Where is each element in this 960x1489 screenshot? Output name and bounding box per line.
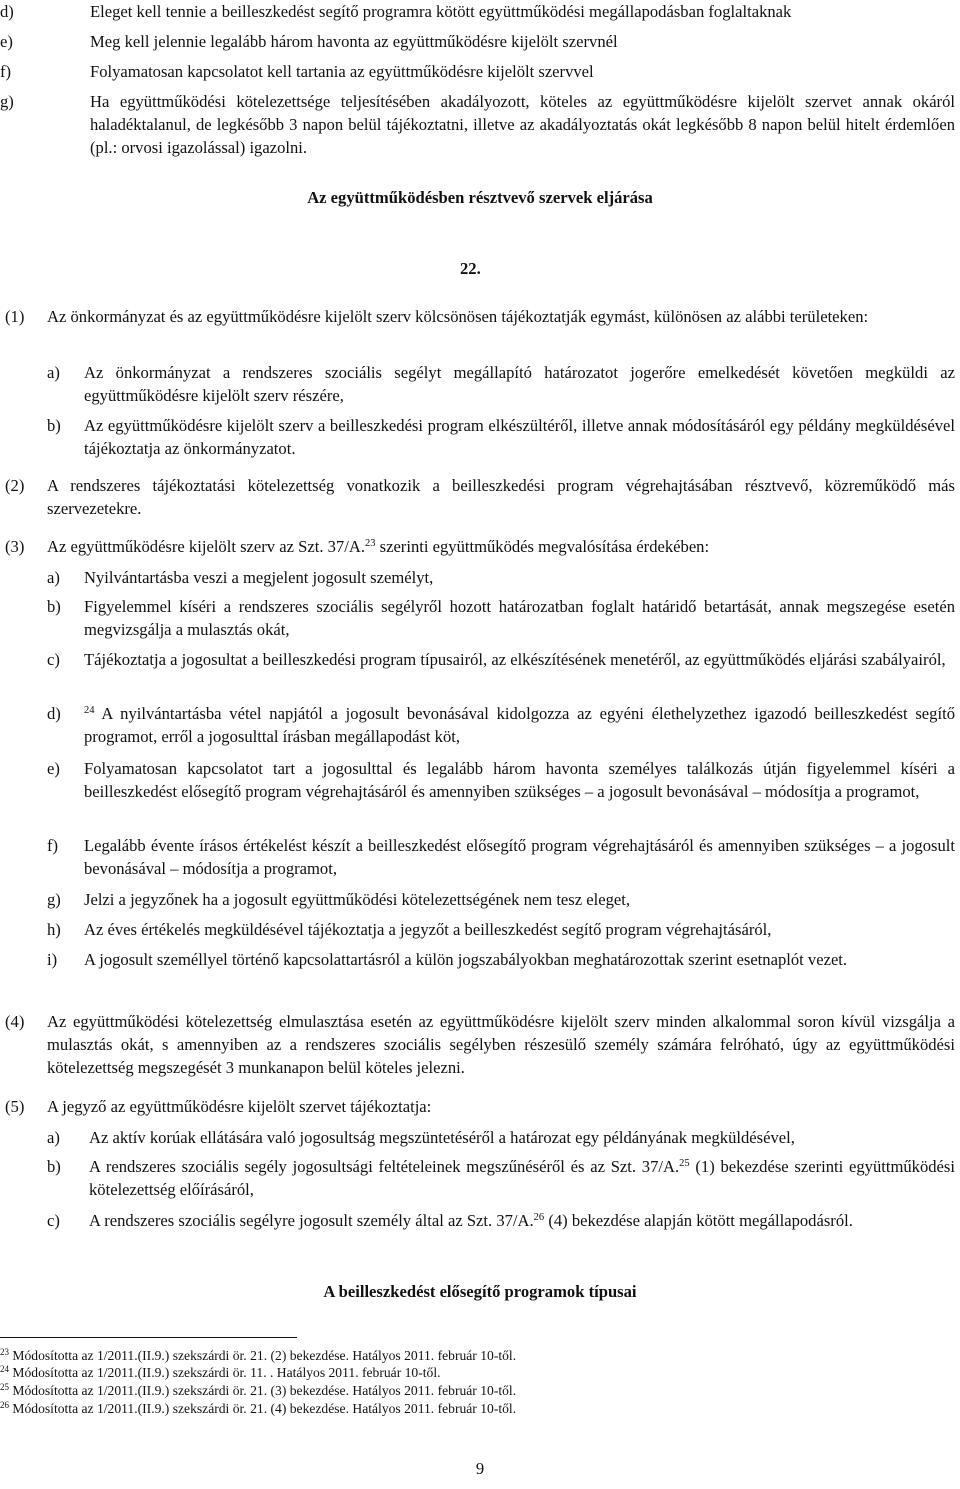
footnote-25 <box>0 1382 516 1400</box>
item-text: Nyilvántartásba veszi a megjelent jogosult személyt, <box>84 568 434 587</box>
footnote-ref[interactable]: 25 <box>679 1158 690 1169</box>
item-text: Legalább évente írásos értékelést készít a beilleszkedést elősegítő program végrehajtásáról és amennyiben szükséges – a jogosult bevonásával – módosítja a programot, <box>84 836 955 878</box>
item-label: c) <box>47 1211 60 1230</box>
p3-item-g <box>47 888 955 911</box>
item-text: A rendszeres szociális segélyre jogosult személy által az Szt. 37/A. <box>89 1211 534 1230</box>
p3-item-b <box>47 595 955 641</box>
p3-item-c <box>47 648 955 671</box>
paragraph-5 <box>5 1095 955 1118</box>
p3-item-d <box>47 702 955 748</box>
item-label: a) <box>47 1128 60 1147</box>
footnote-ref[interactable]: 26 <box>533 1212 545 1223</box>
item-text: Figyelemmel kíséri a rendszeres szociális segélyről hozott határozatban foglalt határidő betartását, annak megszegése esetén megvizsgálja a mulasztás okát, <box>84 597 955 639</box>
item-text: Tájékoztatja a jogosultat a beilleszkedési program típusairól, az elkészítésének menetéről, az együttműködés eljárási szabályairól, <box>84 650 946 669</box>
paragraph-1 <box>5 305 955 328</box>
footnote-text: Módosította az 1/2011.(II.9.) szekszárdi ör. 21. (2) bekezdése. Hatályos 2011. február 10-től. <box>9 1348 517 1363</box>
section-number: 22. <box>460 259 481 278</box>
paragraph-text: Az együttműködési kötelezettség elmulasztása esetén az együttműködésre kijelölt szerv minden alkalommal soron kívül vizsgálja a mulasztás okát, s amennyiben az a rendszeres szociális segélyben részesülő személy számára felróható, úgy az együttműködési kötelezettség megszegését 3 munkanapon belül köteles jelezni. <box>47 1012 955 1077</box>
footnote-number: 24 <box>0 1364 9 1374</box>
intro-item-d <box>0 0 945 23</box>
item-label: i) <box>47 950 58 969</box>
item-text: A rendszeres szociális segély jogosultsági feltételeinek megszűnéséről és az Szt. 37/A. <box>89 1157 680 1176</box>
paragraph-label: (4) <box>5 1012 25 1031</box>
item-text: Folyamatosan kapcsolatot kell tartania az együttműködésre kijelölt szervvel <box>90 62 594 81</box>
paragraph-label: (2) <box>5 476 25 495</box>
section-heading: Az együttműködésben résztvevő szervek eljárása <box>307 188 653 207</box>
paragraph-label: (3) <box>5 537 25 556</box>
item-label: f) <box>47 836 59 855</box>
p5-item-a <box>47 1126 955 1149</box>
p5-item-c <box>47 1209 955 1232</box>
item-text: Az aktív korúak ellátására való jogosultság megszüntetéséről a határozat egy példányának megküldésével, <box>89 1128 795 1147</box>
item-text: Az éves értékelés megküldésével tájékoztatja a jegyzőt a beilleszkedést segítő program végrehajtásáról, <box>84 920 772 939</box>
item-label: d) <box>0 2 14 21</box>
paragraph-text: Az együttműködésre kijelölt szerv az Szt. 37/A. <box>47 537 365 556</box>
paragraph-text: A jegyző az együttműködésre kijelölt szervet tájékoztatja: <box>47 1097 432 1116</box>
item-label: h) <box>47 920 61 939</box>
footnote-text: Módosította az 1/2011.(II.9.) szekszárdi ör. 11. . Hatályos 2011. február 10-től. <box>9 1365 441 1380</box>
paragraph-text: Az önkormányzat és az együttműködésre kijelölt szerv kölcsönösen tájékoztatják egymást, különösen az alábbi területeken: <box>47 307 869 326</box>
footnote-ref[interactable]: 24 <box>84 705 95 716</box>
item-text: Az együttműködésre kijelölt szerv a beilleszkedési program elkészültéről, illetve annak módosításáról egy példány megküldésével tájékoztatja az önkormányzatot. <box>84 416 955 458</box>
item-text-cont: (4) bekezdése alapján kötött megállapodásról. <box>544 1211 853 1230</box>
paragraph-2 <box>5 474 955 520</box>
intro-item-e <box>0 30 945 53</box>
item-label: a) <box>47 568 60 587</box>
item-label: e) <box>0 32 13 51</box>
item-text: Eleget kell tennie a beilleszkedést segítő programra kötött együttműködési megállapodásban foglaltaknak <box>90 2 792 21</box>
item-text: Az önkormányzat a rendszeres szociális segélyt megállapító határozatot jogerőre emelkedését követően megküldi az együttműködésre kijelölt szerv részére, <box>84 363 955 405</box>
footnote-number: 25 <box>0 1382 9 1392</box>
p3-item-e <box>47 757 955 803</box>
item-label: e) <box>47 759 60 778</box>
paragraph-label: (5) <box>5 1097 25 1116</box>
item-text-wrap <box>47 1155 955 1201</box>
paragraph-text-cont: szerinti együttműködés megvalósítása érdekében: <box>375 537 710 556</box>
item-text: Folyamatosan kapcsolatot tart a jogosulttal és legalább három havonta személyes találkozás útján figyelemmel kíséri a beilleszkedést elősegítő program végrehajtásáról és amennyiben szükséges – a jogosult bevonásával – módosítja a programot, <box>84 759 955 801</box>
item-text-cont: (1) bekezdése szerinti együttműködési kötelezettség előírásáról, <box>89 1157 955 1199</box>
intro-item-f <box>0 60 945 83</box>
item-text: Jelzi a jegyzőnek ha a jogosult együttműködési kötelezettségének nem tesz eleget, <box>84 890 631 909</box>
footnote-23 <box>0 1347 516 1365</box>
item-text: Meg kell jelennie legalább három havonta az együttműködésre kijelölt szervnél <box>90 32 618 51</box>
p3-item-a <box>47 566 955 589</box>
item-label: g) <box>0 92 14 111</box>
footnote-number: 23 <box>0 1347 9 1357</box>
paragraph-text-wrap <box>5 535 955 558</box>
item-text: A jogosult személlyel történő kapcsolattartásról a külön jogszabályokban meghatározottak szerint esetnaplót vezet. <box>84 950 848 969</box>
item-label: d) <box>47 704 61 723</box>
section-heading-2: A beilleszkedést elősegítő programok típusai <box>323 1282 637 1301</box>
footnote-ref[interactable]: 23 <box>364 538 376 549</box>
item-label: g) <box>47 890 61 909</box>
item-text-wrap <box>47 1209 955 1232</box>
p5-item-b <box>47 1155 955 1201</box>
item-label: f) <box>0 62 12 81</box>
paragraph-label: (1) <box>5 307 25 326</box>
footnote-24 <box>0 1364 441 1382</box>
paragraph-text: A rendszeres tájékoztatási kötelezettség vonatkozik a beilleszkedési program végrehajtásában résztvevő, közreműködő más szervezetekre. <box>47 476 955 518</box>
item-text-wrap <box>47 702 955 748</box>
footnote-text: Módosította az 1/2011.(II.9.) szekszárdi ör. 21. (3) bekezdése. Hatályos 2011. február 10-től. <box>9 1383 517 1398</box>
item-label: c) <box>47 650 60 669</box>
p3-item-i <box>47 948 955 971</box>
paragraph-4 <box>5 1010 955 1079</box>
page-number: 9 <box>475 1459 485 1478</box>
item-label: a) <box>47 363 60 382</box>
footnote-separator <box>0 1337 297 1338</box>
item-label: b) <box>47 597 61 616</box>
item-label: b) <box>47 416 61 435</box>
item-text: A nyilvántartásba vétel napjától a jogosult bevonásával kidolgozza az egyéni élethelyzethez igazodó beilleszkedést segítő programot, erről a jogosulttal írásban megállapodást köt, <box>84 704 955 746</box>
footnote-text: Módosította az 1/2011.(II.9.) szekszárdi ör. 21. (4) bekezdése. Hatályos 2011. február 10-től. <box>9 1401 517 1416</box>
footnote-number: 26 <box>0 1400 9 1410</box>
p3-item-h <box>47 918 955 941</box>
item-label: b) <box>47 1157 61 1176</box>
p1-item-b <box>47 414 955 460</box>
intro-item-g <box>0 90 955 159</box>
paragraph-3 <box>5 535 955 558</box>
item-text: Ha együttműködési kötelezettsége teljesítésében akadályozott, köteles az együttműködésre kijelölt szervet annak okáról haladéktalanul, de legkésőbb 3 napon belül tájékoztatni, illetve az akadályoztatás okát legkésőbb 8 napon belül hitelt érdemlően (pl.: orvosi igazolással) igazolni. <box>90 92 955 157</box>
p1-item-a <box>47 361 955 407</box>
footnote-26 <box>0 1400 516 1418</box>
p3-item-f <box>47 834 955 880</box>
